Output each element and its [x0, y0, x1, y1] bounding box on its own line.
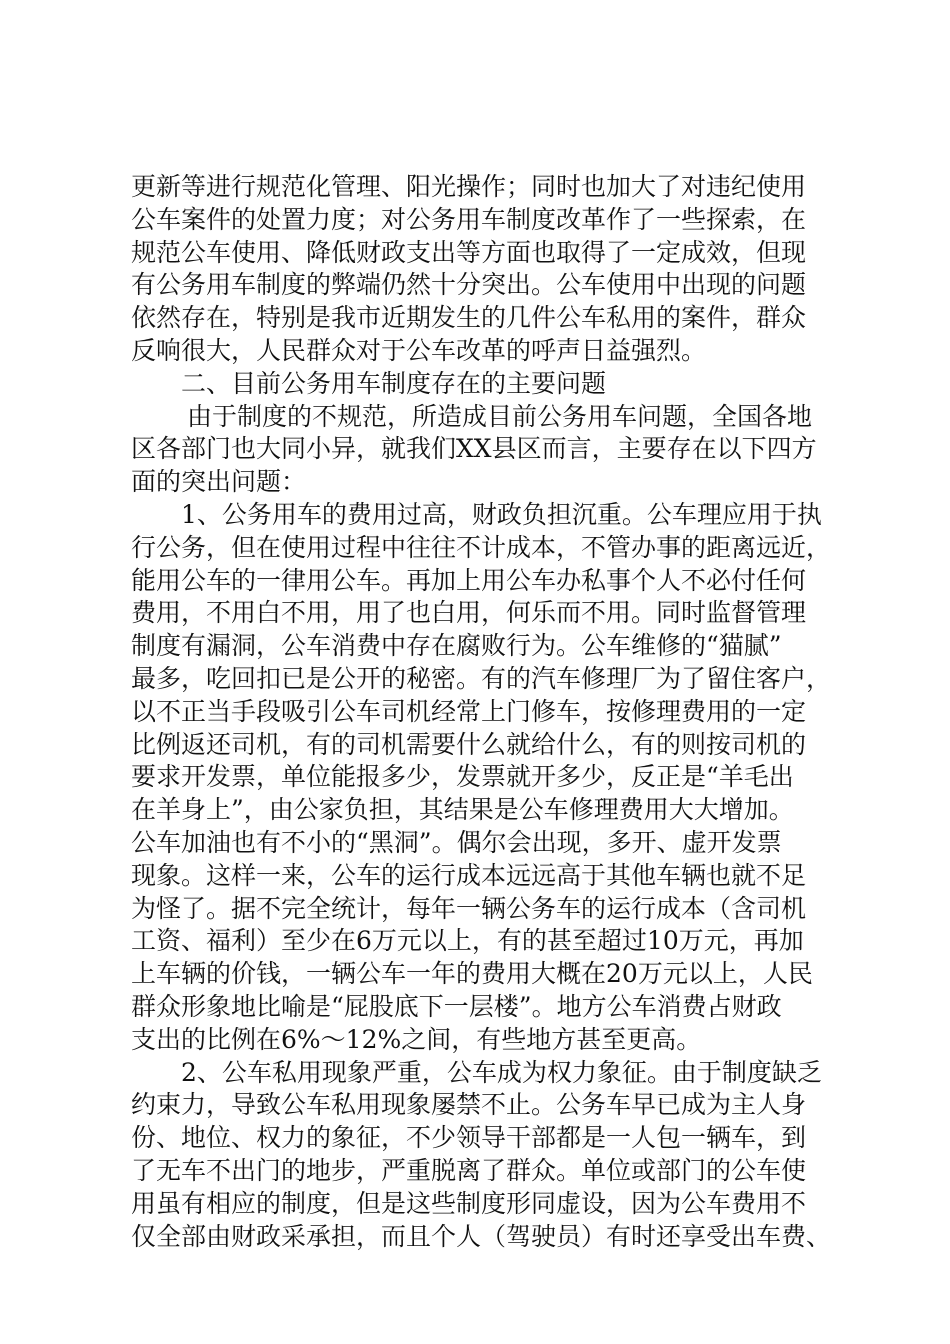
text-line: 用虽有相应的制度，但是这些制度形同虚设，因为公车费用不: [131, 1188, 807, 1218]
text-line: 规范公车使用、降低财政支出等方面也取得了一定成效，但现: [131, 237, 807, 267]
text-line: 群众形象地比喻是“屁股底下一层楼”。地方公车消费占财政: [131, 991, 782, 1021]
text-line: 依然存在，特别是我市近期发生的几件公车私用的案件，群众: [131, 303, 807, 333]
text-line: 以不正当手段吸引公车司机经常上门修车，按修理费用的一定: [131, 696, 807, 726]
text-line: 最多，吃回扣已是公开的秘密。有的汽车修理厂为了留住客户，: [131, 663, 832, 693]
text-line: 份、地位、权力的象征，不少领导干部都是一人包一辆车，到: [131, 1123, 807, 1153]
text-line: 支出的比例在6%～12%之间，有些地方甚至更高。: [131, 1024, 702, 1054]
text-line: 制度有漏洞，公车消费中存在腐败行为。公车维修的“猫腻”: [131, 631, 782, 661]
text-line: 区各部门也大同小异，就我们XX县区而言，主要存在以下四方: [131, 434, 817, 464]
section-heading: 二、目前公务用车制度存在的主要问题: [181, 368, 607, 398]
text-line: 行公务，但在使用过程中往往不计成本，不管办事的距离远近，: [131, 532, 832, 562]
text-line: 1、公务用车的费用过高，财政负担沉重。公车理应用于执: [181, 499, 822, 529]
text-line: 由于制度的不规范，所造成目前公务用车问题，全国各地: [187, 401, 813, 431]
text-line: 2、公车私用现象严重，公车成为权力象征。由于制度缺乏: [181, 1057, 822, 1087]
text-line: 为怪了。据不完全统计，每年一辆公务车的运行成本（含司机: [131, 893, 807, 923]
text-line: 更新等进行规范化管理、阳光操作；同时也加大了对违纪使用: [131, 172, 807, 201]
document-body: [131, 171, 843, 1253]
text-line: 费用，不用白不用，用了也白用，何乐而不用。同时监督管理: [131, 598, 807, 628]
text-line: 比例返还司机，有的司机需要什么就给什么，有的则按司机的: [131, 729, 807, 759]
text-line: 面的突出问题：: [131, 467, 307, 497]
text-line: 了无车不出门的地步，严重脱离了群众。单位或部门的公车使: [131, 1155, 807, 1185]
text-line: 公车加油也有不小的“黑洞”。偶尔会出现，多开、虚开发票: [131, 827, 782, 857]
text-line: 仅全部由财政采承担，而且个人（驾驶员）有时还享受出车费、: [131, 1221, 832, 1251]
text-line: 要求开发票，单位能报多少，发票就开多少，反正是“羊毛出: [131, 762, 794, 792]
text-line: 在羊身上”，由公家负担，其结果是公车修理费用大大增加。: [131, 795, 794, 825]
text-line: 有公务用车制度的弊端仍然十分突出。公车使用中出现的问题: [131, 270, 807, 300]
text-line: 现象。这样一来，公车的运行成本远远高于其他车辆也就不足: [131, 860, 807, 890]
text-line: 上车辆的价钱，一辆公车一年的费用大概在20万元以上，人民: [131, 959, 813, 989]
text-line: 反响很大，人民群众对于公车改革的呼声日益强烈。: [131, 335, 707, 365]
text-line: 工资、福利）至少在6万元以上，有的甚至超过10万元，再加: [131, 926, 804, 956]
text-line: 能用公车的一律用公车。再加上用公车办私事个人不必付任何: [131, 565, 807, 595]
text-line: 约束力，导致公车私用现象屡禁不止。公务车早已成为主人身: [131, 1090, 807, 1120]
text-line: 公车案件的处置力度；对公务用车制度改革作了一些探索，在: [131, 204, 807, 234]
